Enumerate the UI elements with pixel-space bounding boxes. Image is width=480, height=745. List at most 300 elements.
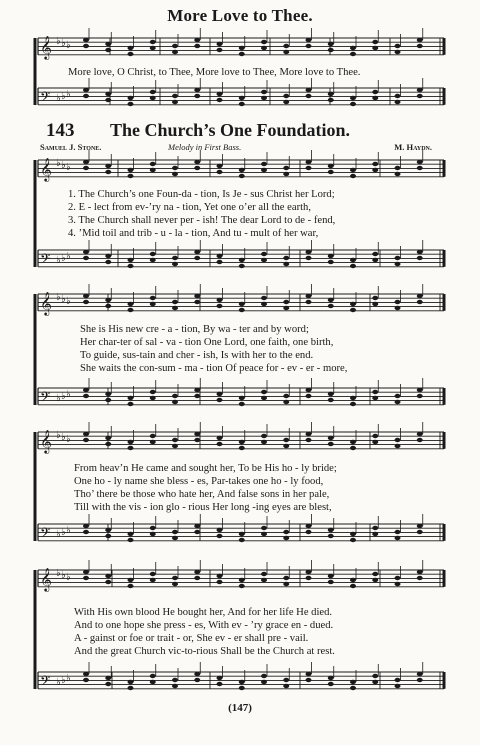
note-head [261,302,267,306]
flat-icon: ♭ [66,572,71,583]
note-head [239,302,245,306]
note-head [217,260,223,264]
flat-icon: ♭ [66,296,71,307]
note-head [328,304,334,308]
note-head [328,170,334,174]
note-head [306,388,312,392]
note-head [150,674,156,678]
note-head [128,686,134,690]
note-head [350,258,356,262]
note-head [395,444,401,448]
author: Samuel J. Stone. [40,142,102,152]
lyric-line: A - gainst or foe or trait - or, She ev - er shall pre - vail. [74,633,309,644]
note-head [105,260,111,264]
note-head [239,264,245,268]
note-head [105,392,111,396]
flat-icon: ♭ [66,40,71,51]
note-head [105,580,111,584]
note-head [105,436,111,440]
note-head [417,672,423,676]
note-head [83,576,89,580]
note-head [172,172,178,176]
flat-icon: ♭ [66,162,71,173]
note-head [83,524,89,528]
note-head [372,674,378,678]
note-head [239,46,245,50]
note-head [128,440,134,444]
note-head [105,164,111,168]
note-head [395,678,401,682]
note-head [283,100,289,104]
note-head [83,394,89,398]
note-head [105,676,111,680]
note-head [283,262,289,266]
note-head [283,50,289,54]
flat-icon: ♭ [66,88,71,100]
note-head [217,164,223,168]
note-head [150,46,156,50]
note-head [172,94,178,98]
note-head [217,170,223,174]
note-head [128,102,134,106]
note-head [239,686,245,690]
note-head [283,300,289,304]
top-hymn-title: More Love to Thee. [167,6,313,25]
note-head [306,38,312,42]
note-head [350,440,356,444]
note-head [217,254,223,258]
note-head [328,392,334,396]
note-head [261,168,267,172]
note-head [328,528,334,532]
note-head [172,530,178,534]
note-head [261,258,267,262]
note-head [261,296,267,300]
note-head [261,680,267,684]
note-head [372,572,378,576]
flat-icon: ♭ [56,676,61,688]
note-head [283,582,289,586]
note-head [194,388,200,392]
flat-icon: ♭ [56,392,61,404]
note-head [417,294,423,298]
note-head [150,40,156,44]
note-head [194,250,200,254]
note-head [172,166,178,170]
note-head [128,538,134,542]
note-head [83,432,89,436]
note-head [128,396,134,400]
lyric-line: 3. The Church shall never per - ish! The dear Lord to de - fend, [68,215,336,226]
note-head [395,684,401,688]
note-head [172,576,178,580]
note-head [150,90,156,94]
note-head [395,582,401,586]
note-head [150,302,156,306]
note-head [417,166,423,170]
note-head [417,388,423,392]
note-head [83,256,89,260]
note-head [306,432,312,436]
note-head [194,94,200,98]
note-head [105,254,111,258]
note-head [239,680,245,684]
note-head [194,256,200,260]
note-head [239,538,245,542]
flat-icon: ♭ [61,570,66,581]
note-head [217,298,223,302]
note-head [306,300,312,304]
note-head [417,570,423,574]
note-head [328,298,334,302]
note-head [417,530,423,534]
note-head [372,46,378,50]
note-head [194,300,200,304]
note-head [306,88,312,92]
note-head [328,682,334,686]
note-head [239,174,245,178]
note-head [417,432,423,436]
composer: M. Haydn. [394,142,432,152]
hymn-number: 143 [46,120,75,141]
note-head [128,532,134,536]
note-head [372,252,378,256]
note-head [105,92,111,96]
note-head [194,294,200,298]
note-head [350,308,356,312]
note-head [372,258,378,262]
flat-icon: ♭ [61,390,66,402]
flat-icon: ♭ [56,254,61,266]
note-head [128,52,134,56]
note-head [261,526,267,530]
note-head [217,528,223,532]
note-head [217,392,223,396]
note-head [128,258,134,262]
note-head [395,438,401,442]
note-head [372,90,378,94]
note-head [150,96,156,100]
note-head [128,680,134,684]
note-head [217,48,223,52]
note-head [105,442,111,446]
note-head [217,534,223,538]
note-head [350,168,356,172]
note-head [194,38,200,42]
note-head [261,40,267,44]
note-head [172,582,178,586]
note-head [328,260,334,264]
note-head [306,44,312,48]
note-head [150,396,156,400]
note-head [83,94,89,98]
note-head [417,250,423,254]
note-head [128,446,134,450]
note-head [417,88,423,92]
note-head [283,536,289,540]
note-head [350,402,356,406]
note-head [395,394,401,398]
flat-icon: ♭ [61,432,66,443]
note-head [150,162,156,166]
note-head [283,444,289,448]
note-head [350,578,356,582]
lyric-line: Her char-ter of sal - va - tion One Lord, one faith, one birth, [80,337,334,348]
note-head [194,44,200,48]
note-head [306,524,312,528]
note-head [328,676,334,680]
note-head [172,50,178,54]
note-head [261,434,267,438]
note-head [417,256,423,260]
note-head [350,532,356,536]
note-head [350,396,356,400]
page-number: (147) [228,702,252,714]
note-head [172,100,178,104]
note-head [395,576,401,580]
note-head [283,530,289,534]
note-head [172,536,178,540]
note-head [395,530,401,534]
note-head [306,294,312,298]
note-head [395,400,401,404]
bass-clef-icon: 𝄢 [40,88,51,108]
flat-icon: ♭ [61,674,66,686]
flat-icon: ♭ [56,430,61,441]
note-head [328,48,334,52]
note-head [128,168,134,172]
flat-icon: ♭ [66,672,71,684]
note-head [306,678,312,682]
note-head [283,438,289,442]
lyric-line: 4. ’Mid toil and trib - u - la - tion, And tu - mult of her war, [68,228,319,239]
note-head [83,160,89,164]
note-head [417,300,423,304]
note-head [105,304,111,308]
melody-note: Melody in First Bass. [168,142,242,152]
note-head [372,168,378,172]
note-head [105,574,111,578]
note-head [217,398,223,402]
note-head [150,532,156,536]
note-head [150,526,156,530]
note-head [172,684,178,688]
note-head [328,442,334,446]
note-head [372,532,378,536]
note-head [239,440,245,444]
note-head [395,262,401,266]
lyric-line: To guide, sus-tain and cher - ish, Is with her to the end. [80,350,314,361]
note-head [105,534,111,538]
top-hymn-lyric: More love, O Christ, to Thee, More love to Thee, More love to Thee. [68,67,361,78]
hymn-title: The Church’s One Foundation. [110,120,351,140]
note-head [217,580,223,584]
note-head [150,572,156,576]
note-head [306,576,312,580]
note-head [306,394,312,398]
note-head [350,96,356,100]
note-head [217,682,223,686]
note-head [128,302,134,306]
note-head [306,250,312,254]
note-head [306,672,312,676]
note-head [261,162,267,166]
note-head [105,170,111,174]
note-head [395,536,401,540]
note-head [172,678,178,682]
note-head [83,672,89,676]
note-head [172,438,178,442]
note-head [350,46,356,50]
note-head [105,42,111,46]
note-head [350,584,356,588]
note-head [417,576,423,580]
note-head [261,572,267,576]
note-head [417,160,423,164]
note-head [194,570,200,574]
note-head [417,38,423,42]
flat-icon: ♭ [56,292,61,303]
note-head [83,294,89,298]
note-head [217,574,223,578]
note-head [261,578,267,582]
flat-icon: ♭ [56,158,61,169]
note-head [395,44,401,48]
bass-clef-icon: 𝄢 [40,250,51,270]
note-head [306,530,312,534]
note-head [306,94,312,98]
note-head [105,398,111,402]
flat-icon: ♭ [61,90,66,102]
note-head [306,570,312,574]
note-head [83,438,89,442]
note-head [105,298,111,302]
note-head [283,306,289,310]
note-head [194,394,200,398]
note-head [261,90,267,94]
note-head [239,578,245,582]
note-head [105,48,111,52]
note-head [128,578,134,582]
note-head [217,98,223,102]
note-head [283,400,289,404]
lyric-line: Tho’ there be those who hate her, And false sons in her pale, [74,489,330,500]
note-head [395,256,401,260]
note-head [150,578,156,582]
note-head [350,538,356,542]
lyric-line: 2. E - lect from ev-’ry na - tion, Yet one o’er all the earth, [68,202,311,213]
note-head [283,44,289,48]
note-head [217,442,223,446]
note-head [261,440,267,444]
note-head [150,434,156,438]
note-head [105,98,111,102]
note-head [217,304,223,308]
note-head [328,398,334,402]
note-head [328,98,334,102]
lyric-line: And to one hope she press - es, With ev - ’ry grace en - dued. [74,620,334,631]
note-head [105,682,111,686]
note-head [395,100,401,104]
note-head [328,92,334,96]
note-head [372,396,378,400]
flat-icon: ♭ [61,294,66,305]
note-head [239,532,245,536]
note-head [128,402,134,406]
note-head [128,174,134,178]
note-head [306,438,312,442]
note-head [172,444,178,448]
note-head [150,680,156,684]
lyric-line: Till with the vis - ion glo - rious Her long -ing eyes are blest, [74,502,332,513]
note-head [261,390,267,394]
bass-clef-icon: 𝄢 [40,524,51,544]
note-head [372,390,378,394]
note-head [306,160,312,164]
note-head [395,94,401,98]
note-head [261,96,267,100]
note-head [372,578,378,582]
note-head [372,526,378,530]
note-head [105,528,111,532]
lyric-line: She waits the con-sum - ma - tion Of peace for - ev - er - more, [80,363,348,374]
note-head [261,396,267,400]
note-head [150,252,156,256]
note-head [172,400,178,404]
note-head [261,46,267,50]
lyric-line: From heav’n He came and sought her, To be His ho - ly bride; [74,463,337,474]
lyric-line: With His own blood He bought her, And for her life He died. [74,607,333,618]
note-head [194,166,200,170]
treble-clef-icon: 𝄞 [40,34,52,59]
flat-icon: ♭ [56,92,61,104]
note-head [328,436,334,440]
note-head [350,446,356,450]
note-head [128,46,134,50]
note-head [328,164,334,168]
note-head [350,52,356,56]
flat-icon: ♭ [56,528,61,540]
note-head [217,436,223,440]
note-head [172,256,178,260]
note-head [261,674,267,678]
note-head [83,38,89,42]
flat-icon: ♭ [56,568,61,579]
flat-icon: ♭ [66,434,71,445]
note-head [150,296,156,300]
note-head [350,680,356,684]
note-head [372,96,378,100]
note-head [395,166,401,170]
note-head [283,256,289,260]
note-head [328,42,334,46]
note-head [172,394,178,398]
lyric-line: And the great Church vic-to-rious Shall be the Church at rest. [74,646,335,657]
flat-icon: ♭ [61,160,66,171]
note-head [372,296,378,300]
note-head [194,530,200,534]
note-head [194,160,200,164]
note-head [372,162,378,166]
lyric-line: 1. The Church’s one Foun-da - tion, Is Je - sus Christ her Lord; [68,189,335,200]
note-head [239,52,245,56]
note-head [350,102,356,106]
note-head [194,438,200,442]
note-head [83,166,89,170]
note-head [194,88,200,92]
note-head [417,94,423,98]
note-head [283,684,289,688]
